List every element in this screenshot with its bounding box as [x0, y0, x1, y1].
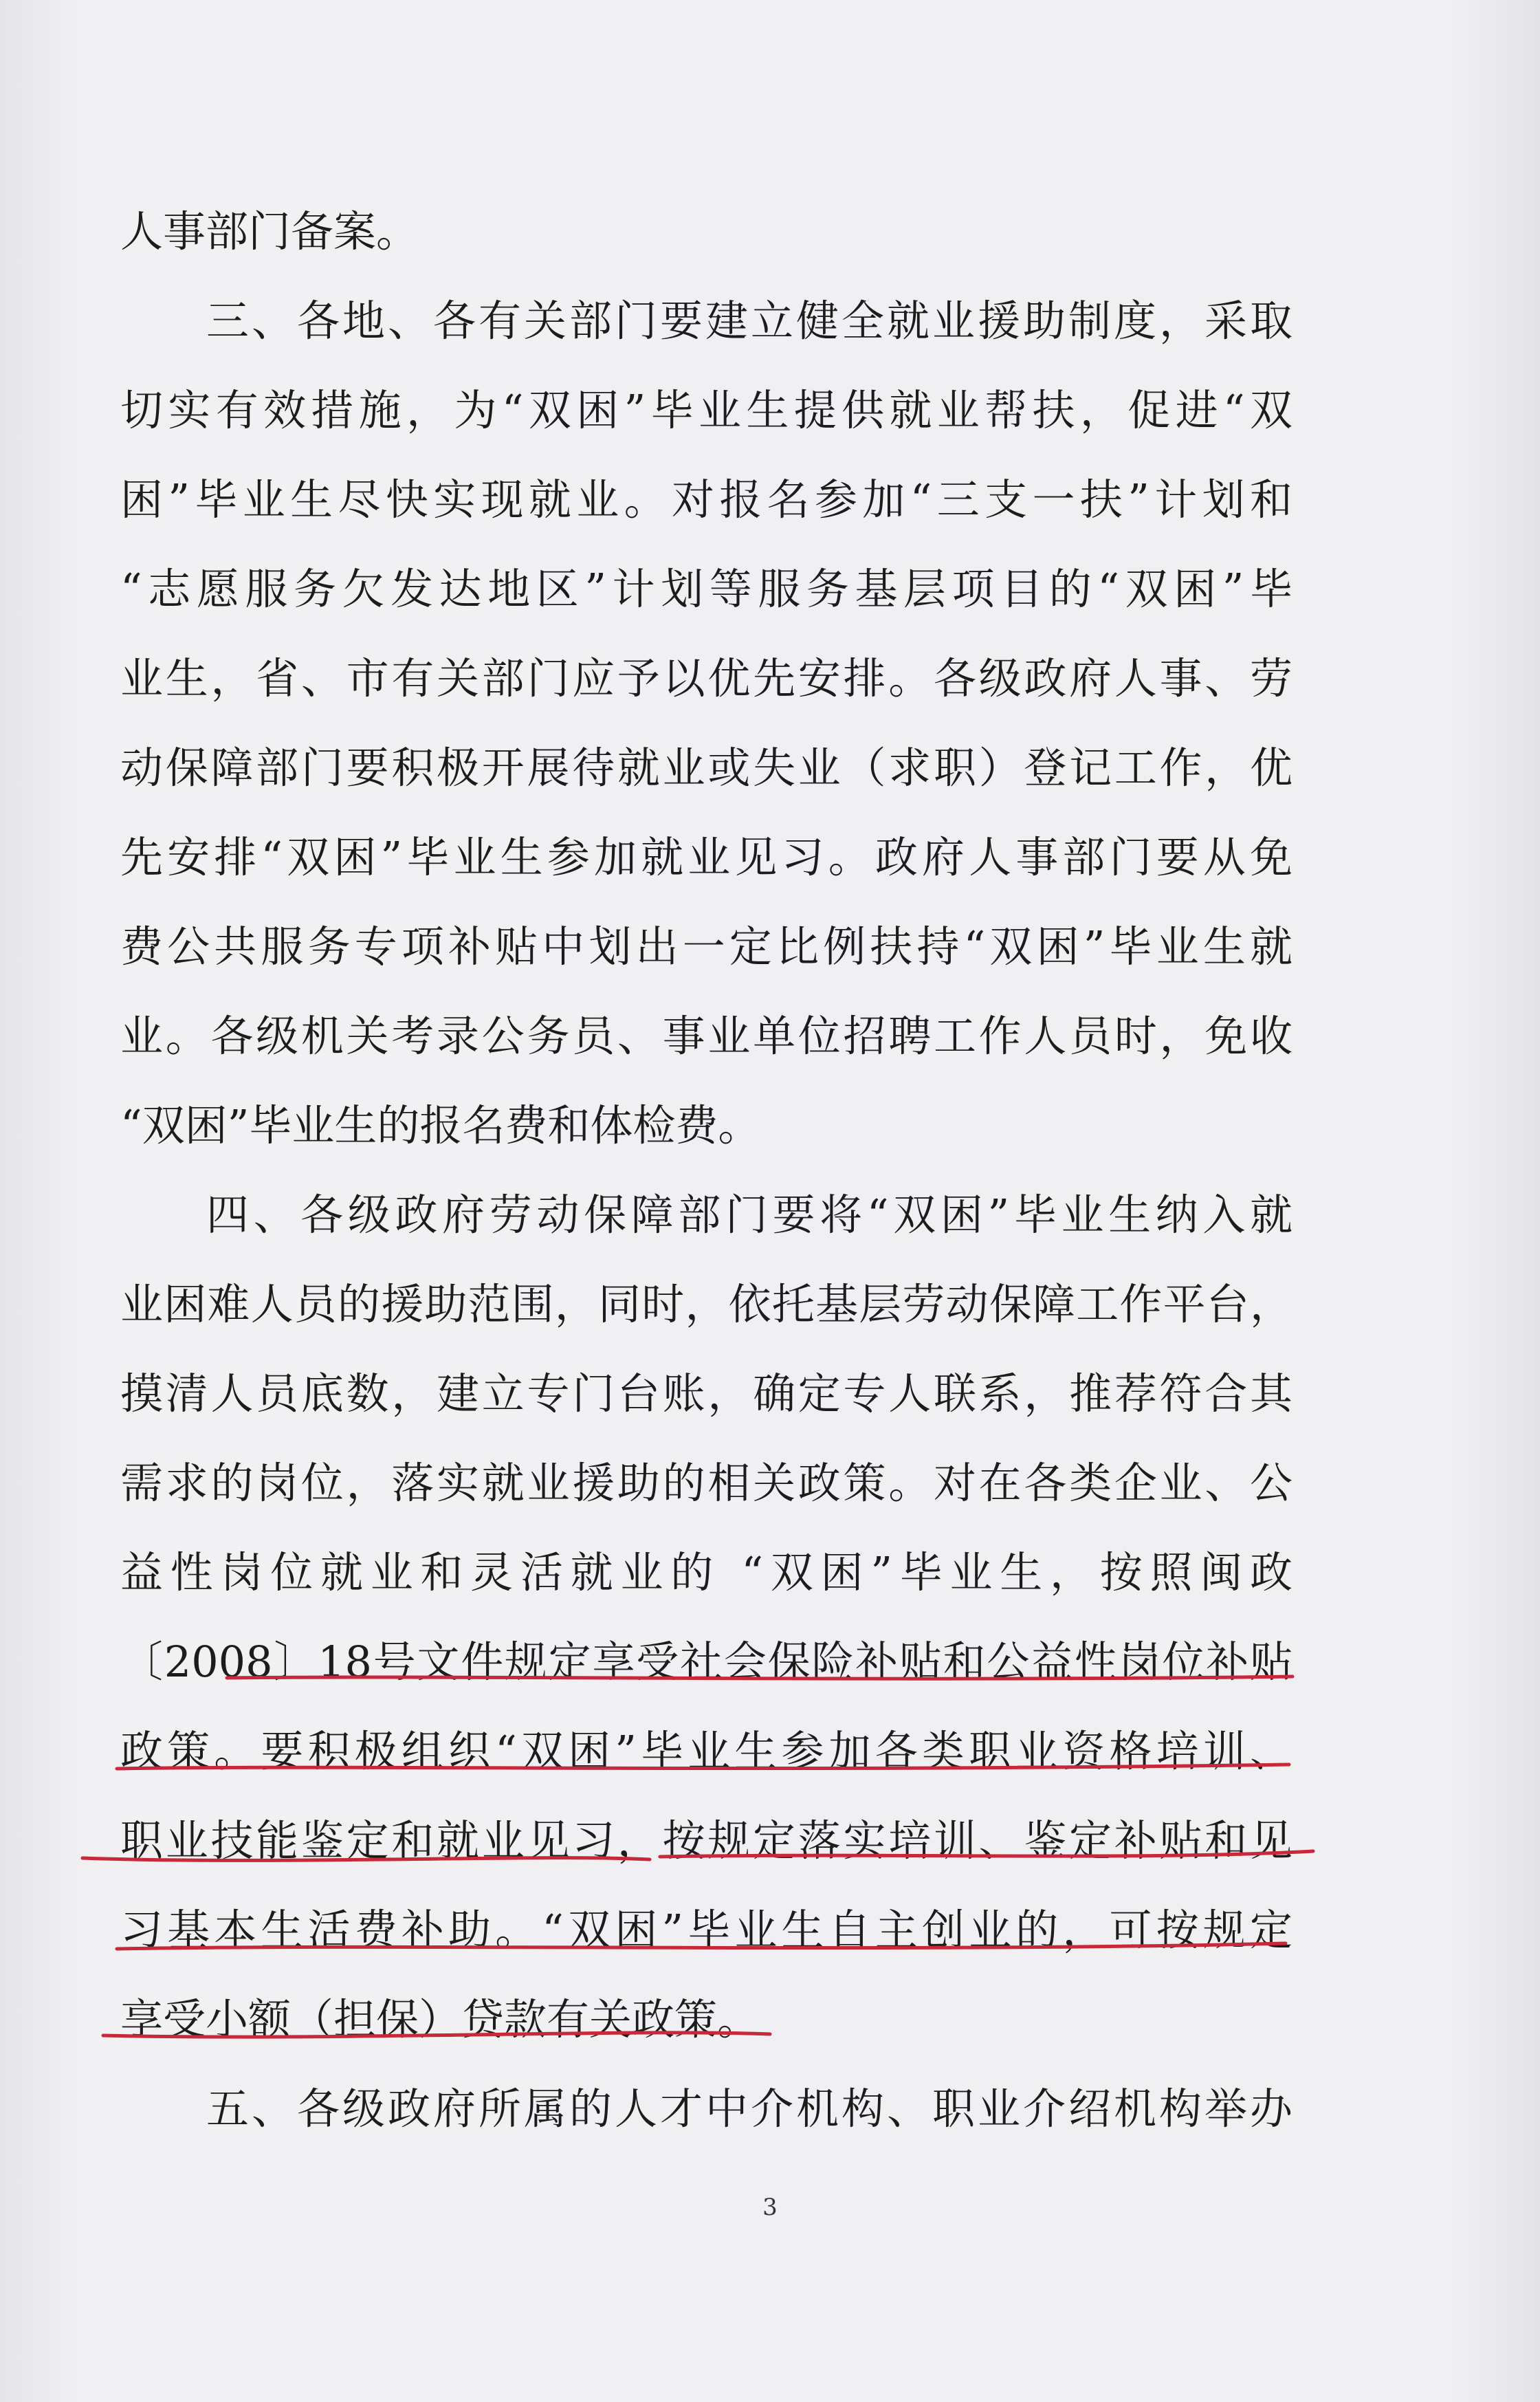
- text-line: 享受小额（担保）贷款有关政策。: [120, 1994, 760, 2044]
- text-line: 业。各级机关考录公务员、事业单位招聘工作人员时，免收: [120, 1011, 1292, 1061]
- text-line: 〔2008〕18号文件规定享受社会保险补贴和公益性岗位补贴: [120, 1637, 1292, 1687]
- text-line: 人事部门备案。: [120, 206, 419, 256]
- paragraph-3-start: 三、各地、各有关部门要建立健全就业援助制度，采取: [206, 296, 1292, 346]
- text-line: 需求的岗位，落实就业援助的相关政策。对在各类企业、公: [120, 1458, 1292, 1508]
- paragraph-4-start: 四、各级政府劳动保障部门要将“双困”毕业生纳入就: [206, 1190, 1292, 1240]
- text-line: 摸清人员底数，建立专门台账，确定专人联系，推荐符合其: [120, 1368, 1292, 1419]
- text-line: 业困难人员的援助范围，同时，依托基层劳动保障工作平台，: [120, 1279, 1292, 1329]
- text-line: 益性岗位就业和灵活就业的 “双困”毕业生，按照闽政: [120, 1547, 1292, 1597]
- text-line: 困”毕业生尽快实现就业。对报名参加“三支一扶”计划和: [120, 474, 1292, 525]
- text-line: 动保障部门要积极开展待就业或失业（求职）登记工作，优: [120, 743, 1292, 793]
- text-line: 习基本生活费补助。“双困”毕业生自主创业的，可按规定: [120, 1905, 1292, 1955]
- text-line: 职业技能鉴定和就业见习，按规定落实培训、鉴定补贴和见: [120, 1815, 1292, 1866]
- text-line: “双困”毕业生的报名费和体检费。: [120, 1100, 761, 1150]
- text-line: 先安排“双困”毕业生参加就业见习。政府人事部门要从免: [120, 832, 1292, 882]
- text-line: “志愿服务欠发达地区”计划等服务基层项目的“双困”毕: [120, 564, 1292, 614]
- text-line: 切实有效措施，为“双困”毕业生提供就业帮扶，促进“双: [120, 385, 1292, 435]
- text-line: 费公共服务专项补贴中划出一定比例扶持“双困”毕业生就: [120, 921, 1292, 972]
- text-line: 业生，省、市有关部门应予以优先安排。各级政府人事、劳: [120, 653, 1292, 703]
- paragraph-5-start: 五、各级政府所属的人才中介机构、职业介绍机构举办: [206, 2084, 1292, 2134]
- page-number: 3: [762, 2194, 778, 2221]
- text-line: 政策。要积极组织“双困”毕业生参加各类职业资格培训、: [120, 1726, 1292, 1776]
